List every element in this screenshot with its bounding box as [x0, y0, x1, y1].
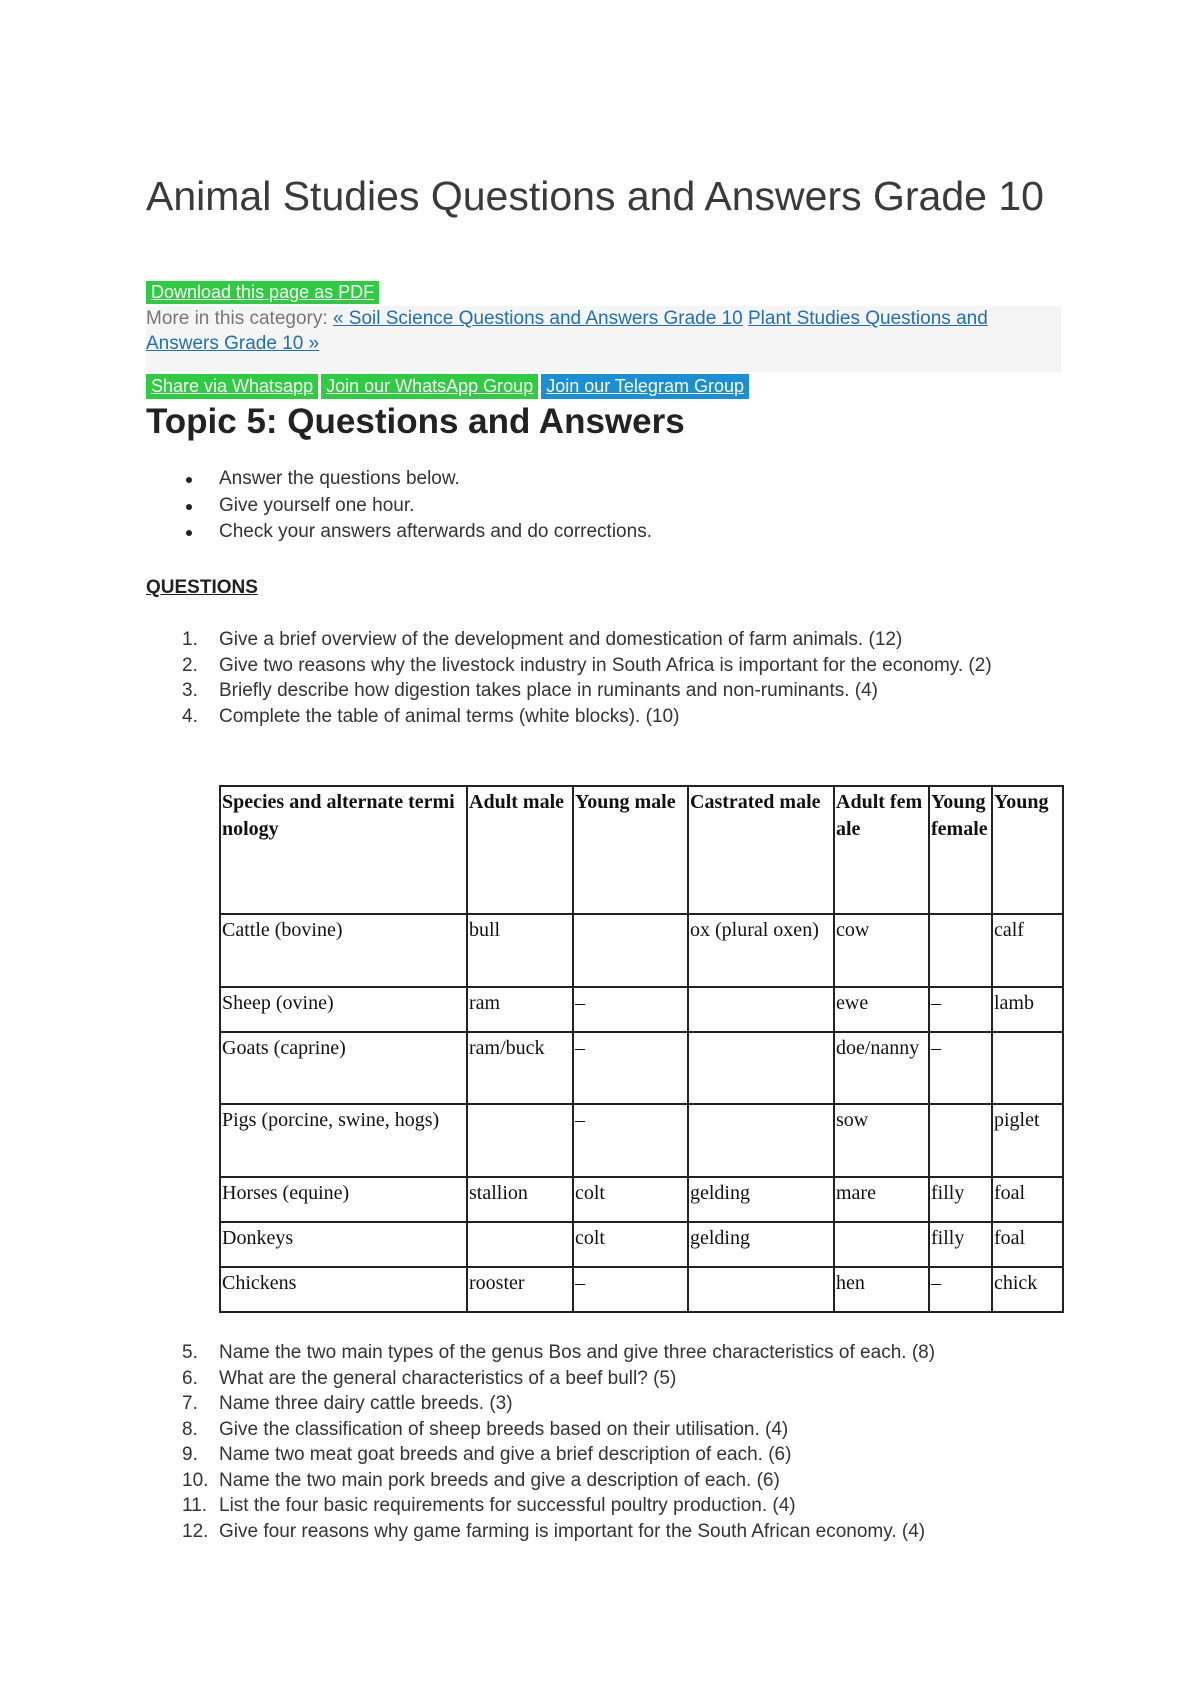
next-article-link[interactable]: Plant Studies Questions and Answers Grade 10 »: [146, 308, 988, 354]
table-cell: stallion: [467, 1177, 573, 1222]
question-item: [146, 1519, 1066, 1545]
table-header-cell: Adult female: [834, 786, 929, 914]
question-number: 3.: [182, 680, 198, 701]
table-cell: Cattle (bovine): [220, 914, 467, 987]
question-number: 5.: [182, 1342, 198, 1363]
table-cell: –: [573, 1267, 688, 1312]
table-cell: lamb: [992, 987, 1063, 1032]
table-cell: [467, 1222, 573, 1267]
table-cell: cow: [834, 914, 929, 987]
table-cell: –: [929, 1032, 992, 1104]
table-cell: mare: [834, 1177, 929, 1222]
question-item: [146, 653, 1066, 679]
table-header-row: [220, 786, 1063, 914]
table-cell: Chickens: [220, 1267, 467, 1312]
table-cell: filly: [929, 1177, 992, 1222]
list-item: Answer the questions below.: [146, 466, 652, 493]
table-cell: –: [929, 987, 992, 1032]
table-cell: bull: [467, 914, 573, 987]
prev-article-link[interactable]: « Soil Science Questions and Answers Grade 10: [332, 308, 743, 329]
question-text: Name three dairy cattle breeds. (3): [219, 1393, 513, 1414]
table-cell: Pigs (porcine, swine, hogs): [220, 1104, 467, 1177]
question-number: 4.: [182, 705, 198, 727]
page-title: Animal Studies Questions and Answers Grade 10: [146, 173, 1044, 219]
table-cell: calf: [992, 914, 1063, 987]
table-cell: [573, 914, 688, 987]
table-cell: piglet: [992, 1104, 1063, 1177]
question-text: Give two reasons why the livestock industry in South Africa is important for the economy. (2): [219, 654, 992, 676]
share-buttons: [146, 374, 749, 399]
question-text: Give the classification of sheep breeds based on their utilisation. (4): [219, 1418, 789, 1440]
table-cell: [834, 1222, 929, 1267]
instructions-list: [146, 466, 652, 546]
question-number: 7.: [182, 1393, 198, 1414]
question-text: Briefly describe how digestion takes place in ruminants and non-ruminants. (4): [219, 680, 878, 701]
table-cell: [929, 914, 992, 987]
table-cell: –: [573, 1104, 688, 1177]
question-item: [146, 1366, 1066, 1392]
question-number: 2.: [182, 654, 198, 676]
question-number: 12.: [182, 1520, 209, 1542]
question-item: [146, 1391, 1066, 1417]
table-cell: ewe: [834, 987, 929, 1032]
table-cell: Horses (equine): [220, 1177, 467, 1222]
questions-heading: QUESTIONS: [146, 577, 258, 598]
table-cell: filly: [929, 1222, 992, 1267]
questions-list-continued: [146, 1340, 1066, 1544]
question-item: [146, 678, 1066, 704]
question-item: [146, 627, 1066, 653]
table-cell: Donkeys: [220, 1222, 467, 1267]
table-cell: [992, 1032, 1063, 1104]
table-row: [220, 1222, 1063, 1267]
table-cell: gelding: [688, 1177, 834, 1222]
table-cell: [688, 1267, 834, 1312]
list-item: Check your answers afterwards and do corrections.: [146, 519, 652, 546]
table-row: [220, 1032, 1063, 1104]
table-cell: chick: [992, 1267, 1063, 1312]
table-header-cell: Castrated male: [688, 786, 834, 914]
table-header-cell: Species and alternate terminology: [220, 786, 467, 914]
question-text: List the four basic requirements for successful poultry production. (4): [219, 1495, 796, 1516]
question-number: 9.: [182, 1444, 198, 1465]
join-whatsapp-group-button[interactable]: Join our WhatsApp Group: [321, 374, 538, 399]
table-cell: –: [573, 1032, 688, 1104]
question-text: Give four reasons why game farming is important for the South African economy. (4): [219, 1520, 926, 1542]
table-header-cell: Adult male: [467, 786, 573, 914]
question-number: 11.: [182, 1495, 208, 1516]
table-row: [220, 1177, 1063, 1222]
table-cell: sow: [834, 1104, 929, 1177]
table-cell: [688, 1032, 834, 1104]
table-header-cell: Young: [992, 786, 1063, 914]
table-cell: [467, 1104, 573, 1177]
table-cell: ram: [467, 987, 573, 1032]
table-cell: colt: [573, 1177, 688, 1222]
table-header-cell: Young male: [573, 786, 688, 914]
table-row: [220, 1104, 1063, 1177]
table-cell: [688, 1104, 834, 1177]
question-text: Complete the table of animal terms (white blocks). (10): [219, 705, 680, 727]
questions-list: [146, 627, 1066, 729]
question-item: [146, 1468, 1066, 1494]
table-cell: –: [929, 1267, 992, 1312]
question-number: 8.: [182, 1418, 198, 1440]
question-item: [146, 1442, 1066, 1468]
table-row: [220, 914, 1063, 987]
table-cell: ox (plural oxen): [688, 914, 834, 987]
table-cell: rooster: [467, 1267, 573, 1312]
table-row: [220, 987, 1063, 1032]
table-header-cell: Young female: [929, 786, 992, 914]
table-cell: Goats (caprine): [220, 1032, 467, 1104]
topic-heading: Topic 5: Questions and Answers: [146, 402, 685, 441]
question-text: Give a brief overview of the development and domestication of farm animals. (12): [219, 629, 903, 650]
table-cell: gelding: [688, 1222, 834, 1267]
question-item: [146, 704, 1066, 730]
list-item: Give yourself one hour.: [146, 493, 652, 520]
join-telegram-group-button[interactable]: Join our Telegram Group: [541, 374, 749, 399]
table-cell: Sheep (ovine): [220, 987, 467, 1032]
question-number: 6.: [182, 1367, 198, 1389]
question-text: Name two meat goat breeds and give a brief description of each. (6): [219, 1444, 792, 1465]
animal-terms-table: [219, 785, 1064, 1313]
question-item: [146, 1417, 1066, 1443]
question-item: [146, 1340, 1066, 1366]
table-cell: colt: [573, 1222, 688, 1267]
question-number: 1.: [182, 629, 198, 650]
share-whatsapp-button[interactable]: Share via Whatsapp: [146, 374, 318, 399]
question-text: Name the two main pork breeds and give a description of each. (6): [219, 1469, 780, 1491]
table-cell: foal: [992, 1222, 1063, 1267]
table-row: [220, 1267, 1063, 1312]
category-navigation: [146, 306, 1061, 372]
question-text: Name the two main types of the genus Bos and give three characteristics of each. (8): [219, 1342, 936, 1363]
table-cell: ram/buck: [467, 1032, 573, 1104]
table-cell: –: [573, 987, 688, 1032]
table-cell: [688, 987, 834, 1032]
category-prefix: More in this category:: [146, 308, 333, 329]
question-item: [146, 1493, 1066, 1519]
table-cell: foal: [992, 1177, 1063, 1222]
question-text: What are the general characteristics of a beef bull? (5): [219, 1367, 677, 1389]
question-number: 10.: [182, 1469, 209, 1491]
table-cell: [929, 1104, 992, 1177]
table-cell: hen: [834, 1267, 929, 1312]
table-cell: doe/nanny: [834, 1032, 929, 1104]
download-pdf-button[interactable]: Download this page as PDF: [146, 281, 379, 304]
